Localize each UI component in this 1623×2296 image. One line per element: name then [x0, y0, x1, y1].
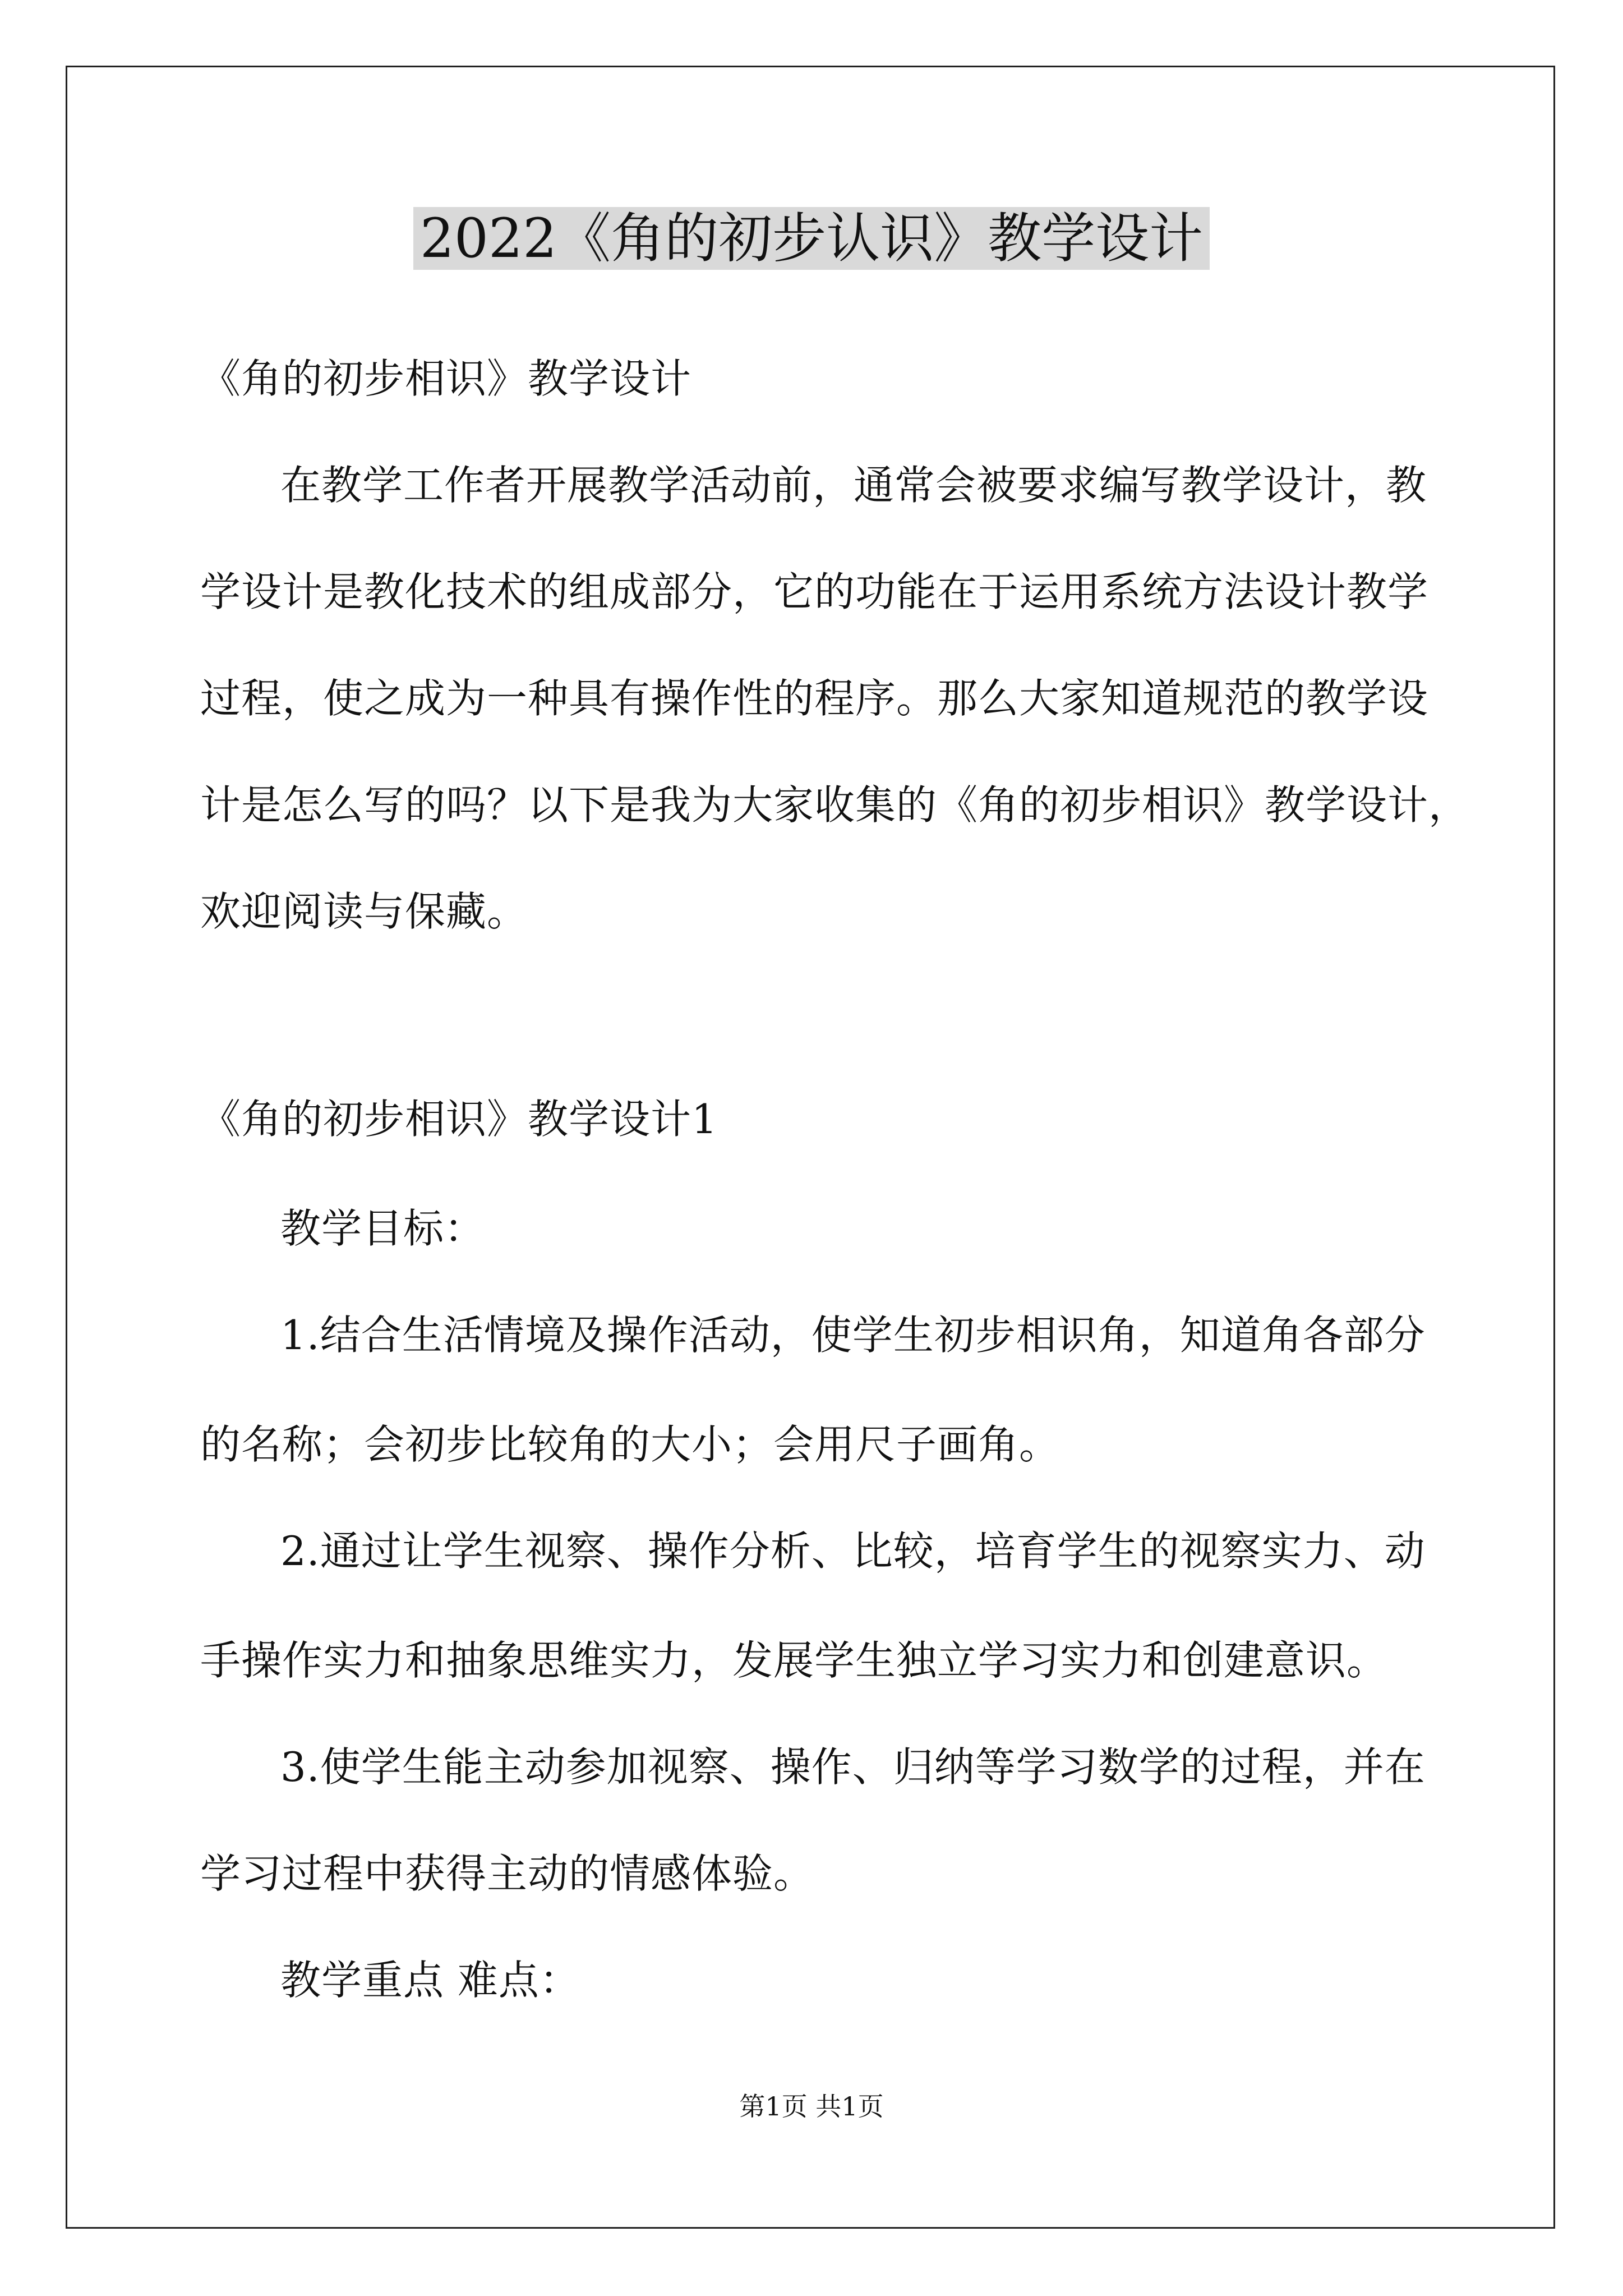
document-title-text: 2022《角的初步认识》教学设计	[413, 207, 1210, 270]
objectives-label: 教学目标：	[280, 1205, 486, 1252]
paragraph-line: 计是怎么写的吗？以下是我为大家收集的《角的初步相识》教学设计，	[200, 781, 1470, 829]
paragraph-line: 过程，使之成为一种具有操作性的程序。那么大家知道规范的教学设	[200, 675, 1429, 722]
paragraph-line: 欢迎阅读与保藏。	[200, 888, 528, 935]
section-heading: 《角的初步相识》教学设计1	[200, 1096, 718, 1143]
paragraph-line: 学设计是教化技术的组成部分，它的功能在于运用系统方法设计教学	[200, 568, 1429, 615]
objective-line: 2.通过让学生视察、操作分析、比较，培育学生的视察实力、动	[280, 1527, 1426, 1575]
page-footer: 第1页 共1页	[739, 2091, 884, 2122]
paragraph-line: 在教学工作者开展教学活动前，通常会被要求编写教学设计，教	[280, 462, 1427, 509]
objective-line: 的名称；会初步比较角的大小；会用尺子画角。	[200, 1421, 1061, 1468]
subtitle: 《角的初步相识》教学设计	[200, 355, 692, 402]
key-points-label: 教学重点 难点：	[280, 1957, 580, 2004]
objective-line: 3.使学生能主动参加视察、操作、归纳等学习数学的过程，并在	[280, 1743, 1426, 1791]
document-title	[0, 196, 1623, 280]
objective-line: 学习过程中获得主动的情感体验。	[200, 1850, 815, 1897]
objective-line: 手操作实力和抽象思维实力，发展学生独立学习实力和创建意识。	[200, 1637, 1388, 1684]
objective-line: 1.结合生活情境及操作活动，使学生初步相识角，知道角各部分	[280, 1312, 1426, 1359]
